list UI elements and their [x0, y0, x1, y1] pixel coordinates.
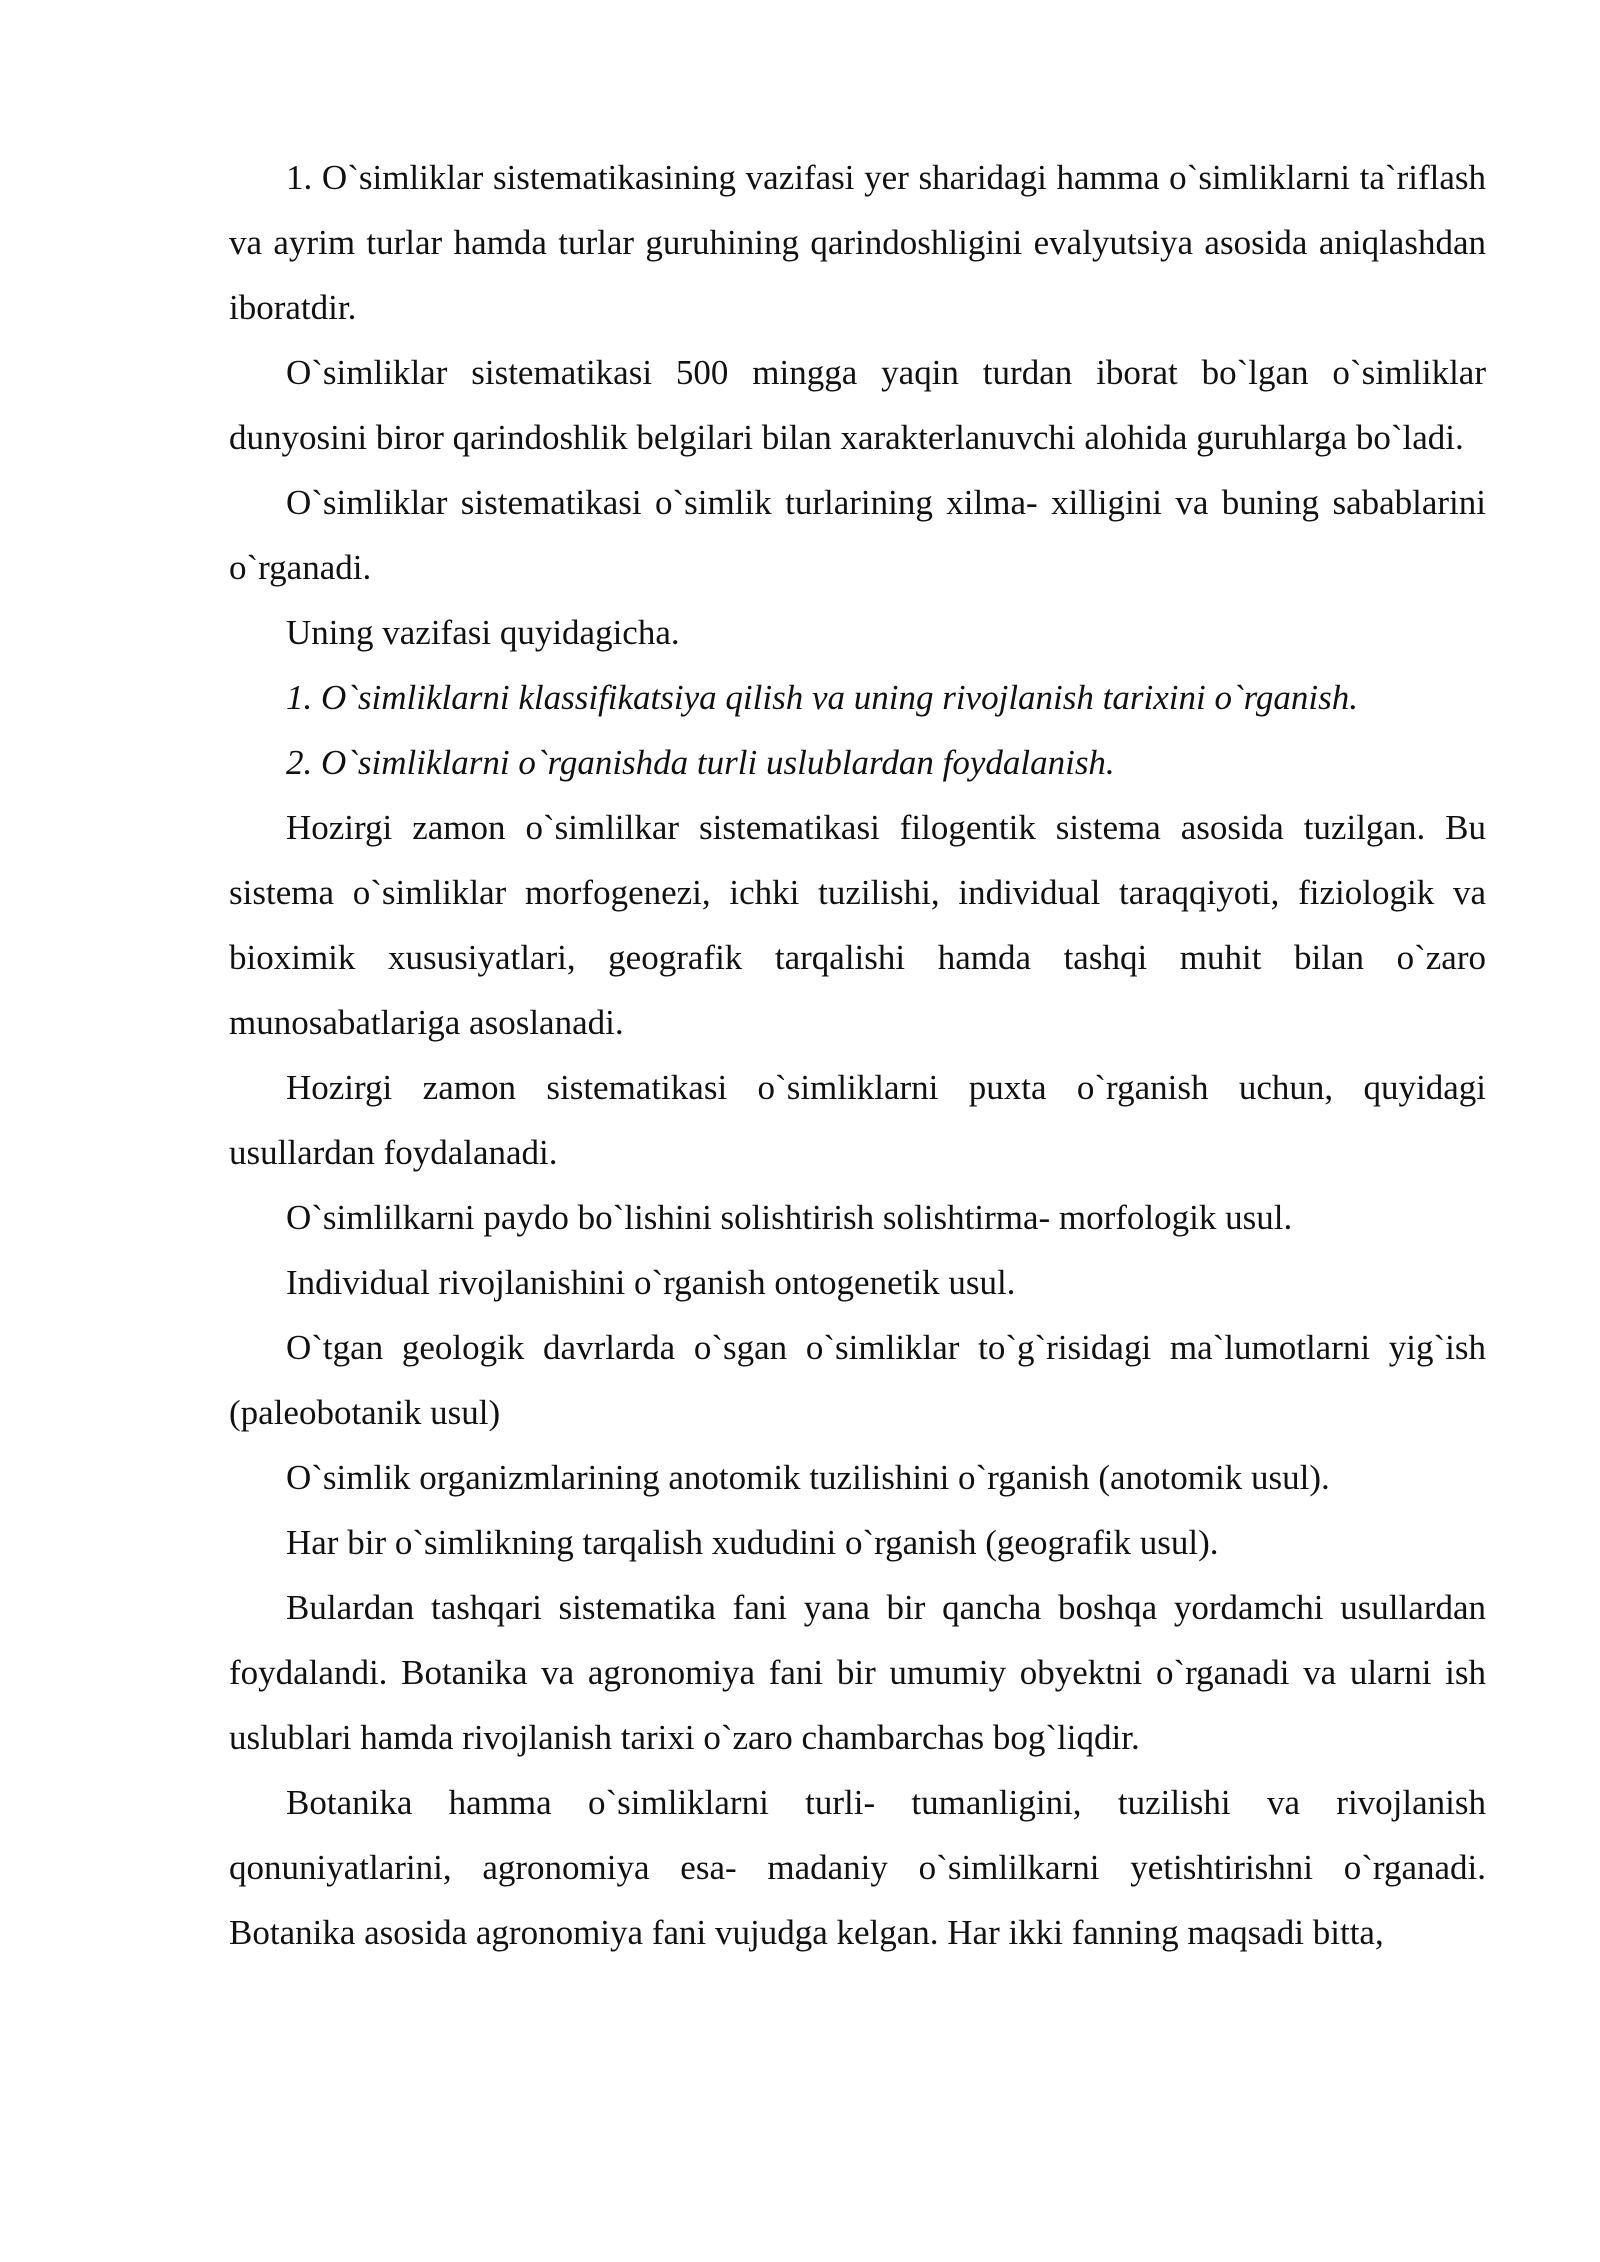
paragraph-12: Bulardan tashqari sistematika fani yana bir qancha boshqa yordamchi usullardan foydalandi. Botanika va agronomiya fani bir umumiy obyektni o`rganadi va ularni ish uslublari hamda rivojlanish tarixi o`zaro chambarchas bog`liqdir. — [229, 1588, 1486, 1757]
document-body — [229, 145, 1486, 1965]
paragraph-8: Individual rivojlanishini o`rganish ontogenetik usul. — [286, 1263, 1016, 1302]
list-item-2: 2. O`simliklarni o`rganishda turli uslublardan foydalanish. — [286, 743, 1115, 782]
paragraph-5: Hozirgi zamon o`simlilkar sistematikasi filogentik sistema asosida tuzilgan. Bu sistema o`simliklar morfogenezi, ichki tuzilishi, individual taraqqiyoti, fiziologik va bioximik xususiyatlari, geografik tarqalishi hamda tashqi muhit bilan o`zaro munosabatlariga asoslanadi. — [229, 808, 1486, 1042]
list-item-1: 1. O`simliklarni klassifikatsiya qilish va uning rivojlanish tarixini o`rganish. — [286, 678, 1359, 717]
paragraph-6: Hozirgi zamon sistematikasi o`simliklarni puxta o`rganish uchun, quyidagi usullardan foydalanadi. — [229, 1068, 1486, 1172]
paragraph-11: Har bir o`simlikning tarqalish xududini o`rganish (geografik usul). — [286, 1523, 1219, 1562]
paragraph-4: Uning vazifasi quyidagicha. — [286, 613, 680, 652]
paragraph-1: 1. O`simliklar sistematikasining vazifasi yer sharidagi hamma o`simliklarni ta`riflash va ayrim turlar hamda turlar guruhining qarindoshligini evalyutsiya asosida aniqlashdan iboratdir. — [229, 158, 1486, 327]
paragraph-9: O`tgan geologik davrlarda o`sgan o`simliklar to`g`risidagi ma`lumotlarni yig`ish (paleobotanik usul) — [229, 1328, 1486, 1432]
paragraph-3: O`simliklar sistematikasi o`simlik turlarining xilma- xilligini va buning sabablarini o`rganadi. — [229, 483, 1486, 587]
paragraph-2: O`simliklar sistematikasi 500 mingga yaqin turdan iborat bo`lgan o`simliklar dunyosini biror qarindoshlik belgilari bilan xarakterlanuvchi alohida guruhlarga bo`ladi. — [229, 353, 1486, 457]
paragraph-10: O`simlik organizmlarining anotomik tuzilishini o`rganish (anotomik usul). — [286, 1458, 1330, 1497]
paragraph-7: O`simlilkarni paydo bo`lishini solishtirish solishtirma- morfologik usul. — [286, 1198, 1293, 1237]
paragraph-13: Botanika hamma o`simliklarni turli- tumanligini, tuzilishi va rivojlanish qonuniyatlarini, agronomiya esa- madaniy o`simlilkarni yetishtirishni o`rganadi. Botanika asosida agronomiya fani vujudga kelgan. Har ikki fanning maqsadi bitta, — [229, 1783, 1486, 1952]
